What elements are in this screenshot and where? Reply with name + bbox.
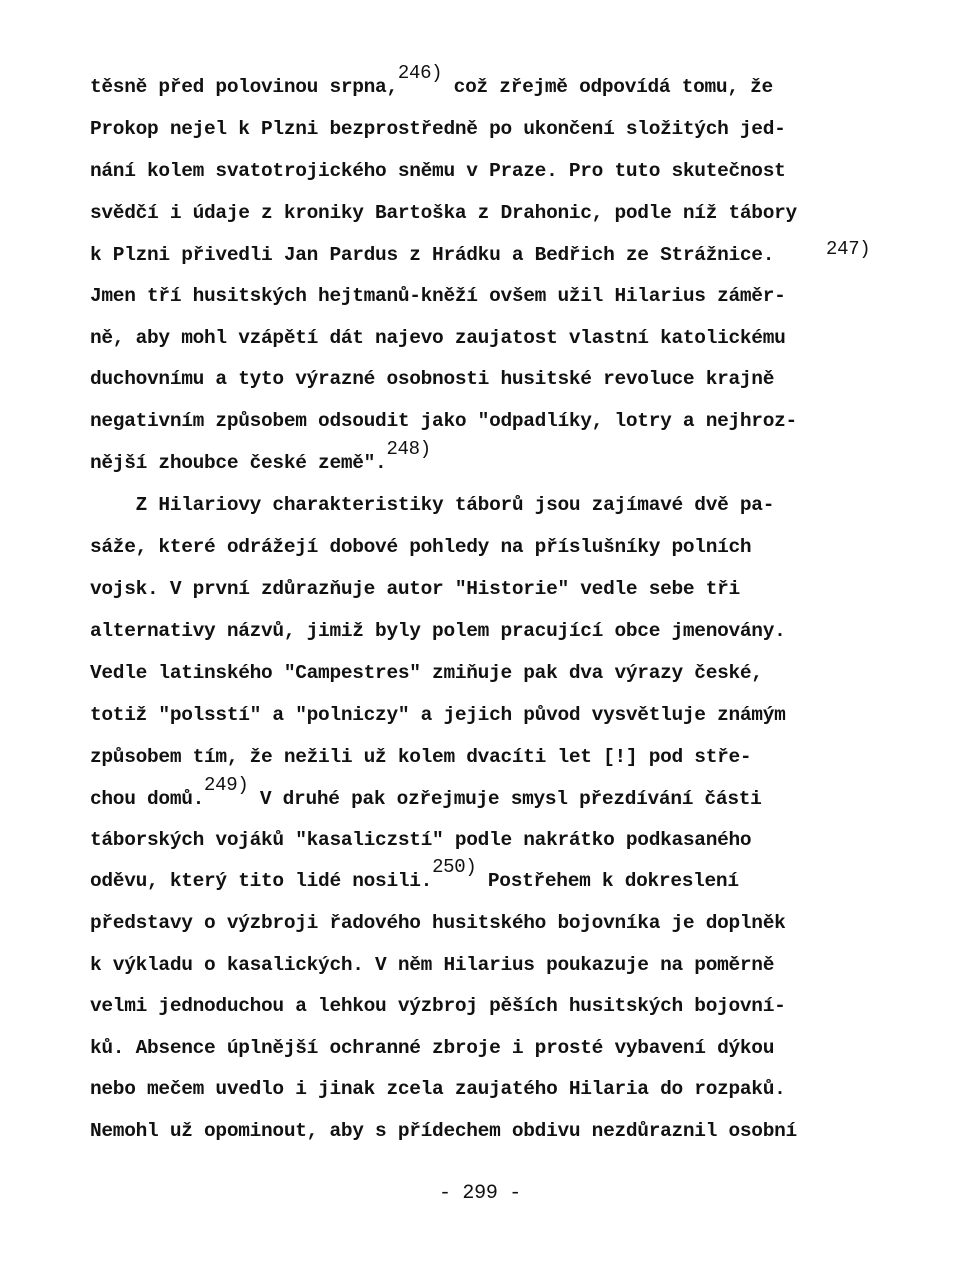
text-line bbox=[90, 658, 763, 688]
text-segment: totiž "polsstí" a "polniczy" a jejich původ vysvětluje známým bbox=[90, 704, 786, 726]
footnote-ref: 248) bbox=[386, 438, 431, 460]
text-segment: Prokop nejel k Plzni bezprostředně po ukončení složitých jed- bbox=[90, 118, 786, 140]
text-line bbox=[90, 156, 786, 186]
text-segment: nání kolem svatotrojického sněmu v Praze. Pro tuto skutečnost bbox=[90, 160, 786, 182]
footnote-ref: 249) bbox=[204, 774, 249, 796]
text-line bbox=[90, 364, 774, 394]
text-segment: k výkladu o kasalických. V něm Hilarius poukazuje na poměrně bbox=[90, 954, 775, 976]
text-line bbox=[90, 825, 751, 855]
text-segment: chou domů. bbox=[90, 788, 205, 810]
text-segment: sáže, které odrážejí dobové pohledy na příslušníky polních bbox=[90, 536, 752, 558]
text-line bbox=[90, 700, 786, 730]
text-line bbox=[90, 950, 774, 980]
text-segment: Jmen tří husitských hejtmanů-kněží ovšem užil Hilarius záměr- bbox=[90, 285, 786, 307]
text-segment: negativním způsobem odsoudit jako "odpadlíky, lotry a nejhroz- bbox=[90, 410, 797, 432]
text-segment: alternativy názvů, jimiž byly polem pracující obce jmenovány. bbox=[90, 620, 786, 642]
text-line bbox=[90, 406, 797, 436]
text-line bbox=[90, 856, 739, 896]
text-segment: Vedle latinského "Campestres" zmiňuje pak dva výrazy české, bbox=[90, 662, 763, 684]
text-line bbox=[90, 281, 786, 311]
text-segment: ně, aby mohl vzápětí dát najevo zaujatost vlastní katolickému bbox=[90, 327, 786, 349]
text-segment: nější zhoubce české země". bbox=[90, 452, 387, 474]
text-line bbox=[90, 62, 773, 102]
text-segment: těsně před polovinou srpna, bbox=[90, 76, 398, 98]
footnote-ref-247: 247) bbox=[826, 238, 871, 260]
text-line bbox=[90, 991, 786, 1021]
text-segment: Z Hilariovy charakteristiky táborů jsou zajímavé dvě pa- bbox=[90, 494, 775, 516]
text-line bbox=[90, 490, 774, 520]
text-segment: Nemohl už opominout, aby s přídechem obdivu nezdůraznil osobní bbox=[90, 1120, 797, 1142]
text-line bbox=[90, 574, 740, 604]
text-segment: táborských vojáků "kasaliczstí" podle nakrátko podkasaného bbox=[90, 829, 752, 851]
text-line bbox=[90, 240, 774, 270]
text-segment: což zřejmě odpovídá tomu, že bbox=[442, 76, 773, 98]
text-line bbox=[90, 1033, 774, 1063]
text-line bbox=[90, 198, 797, 228]
text-segment: k Plzni přivedli Jan Pardus z Hrádku a Bedřich ze Strážnice. bbox=[90, 244, 775, 266]
footnote-ref: 246) bbox=[397, 62, 443, 84]
text-line bbox=[90, 114, 786, 144]
text-segment: Postřehem k dokreslení bbox=[476, 870, 739, 892]
text-line bbox=[90, 774, 762, 814]
text-line bbox=[90, 742, 751, 772]
text-segment: duchovnímu a tyto výrazné osobnosti husitské revoluce krajně bbox=[90, 368, 775, 390]
text-segment: vojsk. V první zdůrazňuje autor "Historie" vedle sebe tři bbox=[90, 578, 740, 600]
text-line bbox=[90, 1074, 786, 1104]
text-segment: V druhé pak ozřejmuje smysl přezdívání části bbox=[248, 788, 762, 810]
text-line bbox=[90, 532, 751, 562]
text-segment: představy o výzbroji řadového husitského bojovníka je doplněk bbox=[90, 912, 786, 934]
text-line bbox=[90, 616, 786, 646]
text-segment: nebo mečem uvedlo i jinak zcela zaujatého Hilaria do rozpaků. bbox=[90, 1078, 786, 1100]
text-line bbox=[90, 908, 786, 938]
text-line bbox=[90, 1116, 797, 1146]
text-line bbox=[90, 323, 786, 353]
text-segment: svědčí i údaje z kroniky Bartoška z Drahonic, podle níž tábory bbox=[90, 202, 797, 224]
footnote-ref: 250) bbox=[432, 856, 477, 878]
text-segment: oděvu, který tito lidé nosili. bbox=[90, 870, 433, 892]
text-segment: způsobem tím, že nežili už kolem dvacíti let [!] pod stře- bbox=[90, 746, 752, 768]
text-line bbox=[90, 438, 431, 478]
text-segment: velmi jednoduchou a lehkou výzbroj pěších husitských bojovní- bbox=[90, 995, 786, 1017]
page-number: - 299 - bbox=[439, 1182, 521, 1205]
text-segment: ků. Absence úplnější ochranné zbroje i prosté vybavení dýkou bbox=[90, 1037, 775, 1059]
